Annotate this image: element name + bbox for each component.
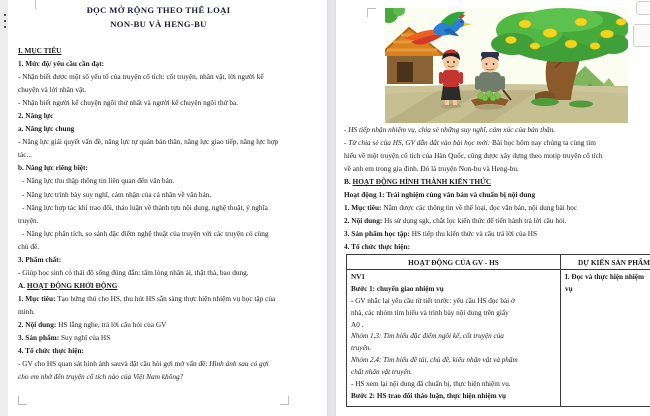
text-line: chuyện và lời nhân vật. <box>18 85 87 95</box>
table-header-product: DỰ KIẾN SẢN PHẨM <box>561 255 650 270</box>
right-page-body <box>344 123 650 253</box>
story-illustration <box>385 8 628 123</box>
text-line: - HS xem lại nội dung đã chuẩn bị, thực hiện nhiệm vụ. <box>351 380 511 389</box>
text-line: - Năng lực thu thập thông tin liên quan đến văn bản. <box>22 176 175 186</box>
text-line: Bước 2: HS trao đổi thảo luận, thực hiện nhiệm vụ <box>351 391 506 400</box>
text-line: - Từ chia sẻ của HS, GV dẫn dắt vào bài học mới: Bài học hôm nay chúng ta cùng tìm <box>344 138 596 147</box>
text-line: 3. Sản phẩm học tập: HS tiếp thu kiến thức và câu trả lời của HS <box>344 229 538 238</box>
text-line: mình. <box>18 306 35 316</box>
activity-table <box>346 254 650 407</box>
document-title-line2: NON-BU VÀ HENG-BU <box>110 19 207 29</box>
text-line: 2. Nội dung: Hs sử dụng sgk, chắt lọc kiến thức để tiến hành trả lời câu hỏi. <box>344 216 567 225</box>
text-line: B. HOẠT ĐỘNG HÌNH THÀNH KIẾN THỨC <box>344 177 492 186</box>
text-line: 4. Tổ chức thực hiện: <box>344 242 410 251</box>
text-line: chủ đề. <box>18 241 40 251</box>
text-line: Nhóm 1,3: Tìm hiểu đặc điểm ngôi kể, cốt truyện của <box>351 332 504 341</box>
text-line: - Năng lực phân tích, so sánh đặc điểm nghệ thuật của truyện với các truyện có cùng <box>22 228 269 238</box>
text-line: về anh em trong gia đình. Đó là truyện Non-bu và Heng-bu. <box>344 164 519 173</box>
text-line: 1. Mức độ/ yêu cầu cần đạt: <box>18 59 105 69</box>
text-line: cho em nhớ đến truyện cổ tích nào của Việt Nam không? <box>18 372 184 382</box>
text-line: 3. Sản phẩm: Suy nghĩ của HS <box>18 333 111 343</box>
text-line: truyện. <box>18 215 39 225</box>
text-line: truyện. <box>351 344 372 353</box>
text-line: I. MỤC TIÊU <box>18 46 62 55</box>
left-page-body <box>18 44 318 383</box>
text-line: - Giúp học sinh có thái độ sống đúng đắn: tấm lòng nhân ái, thật thà, bao dung. <box>18 267 249 277</box>
text-line: - Năng lực trình bày suy nghĩ, cảm nhận của cá nhân về văn bản. <box>22 189 212 199</box>
document-page-left <box>8 0 327 416</box>
text-line: 2. Năng lực <box>18 111 54 121</box>
text-line: - GV cho HS quan sát hình ảnh sauvà đặt câu hỏi gợi mở vấn đề: Hình ảnh sau có gợi <box>18 359 269 369</box>
text-boundary-mark <box>280 396 289 405</box>
text-line: vụ <box>565 284 573 293</box>
text-line: 1. Mục tiêu: Tạo hứng thú cho HS, thu hút HS sẵn sàng thực hiện nhiệm vụ học tập của <box>18 293 276 303</box>
document-title-line1: ĐỌC MỞ RỘNG THEO THỂ LOẠI <box>86 5 231 15</box>
text-line: tác... <box>18 150 32 160</box>
text-line: chất nhân vật truyện. <box>351 368 413 377</box>
text-line: - Nhận biết người kể chuyện ngôi thứ nhất và người kể chuyện ngôi thứ ba. <box>18 98 239 108</box>
text-line: nhà, các nhóm tìm hiểu và trình bày nội dung trên giấy <box>351 308 509 317</box>
collapsed-button[interactable] <box>633 24 650 47</box>
text-line: I. Đọc và thực hiện nhiệm <box>565 273 644 281</box>
window-edge-strip <box>0 0 8 416</box>
text-line: Nhóm 2,4: Tìm hiểu đề tài, chủ đề, kiểu nhân vật và phẩm <box>351 356 518 365</box>
text-line: a. Năng lực chung <box>18 124 75 134</box>
text-line: - Nhận biết được một số yếu tố của truyện cổ tích: cốt truyện, nhân vật, lời người kể <box>18 72 264 82</box>
text-line: 2. Nội dung: HS lắng nghe, trả lời câu hỏi của GV <box>18 319 167 329</box>
text-line: - Năng lực giải quyết vấn đề, năng lực tự quản bản thân, năng lực giao tiếp, năng lực hợp <box>18 137 279 147</box>
text-line: NV1 <box>351 273 365 281</box>
page-gap <box>327 0 336 416</box>
text-line: b. Năng lực riêng biệt: <box>18 163 88 173</box>
text-line: hiểu về một truyện cổ tích của Hàn Quốc, cũng được xây dựng theo motip truyện cổ tích <box>344 151 603 160</box>
text-line: - Năng lực hợp tác khi trao đổi, thảo luận về thành tựu nội dung, nghệ thuật, ý nghĩa <box>22 202 268 212</box>
text-line: 4. Tổ chức thực hiện: <box>18 346 84 356</box>
text-boundary-mark <box>367 8 376 17</box>
text-line: A. HOẠT ĐỘNG KHỞI ĐỘNG <box>18 280 118 290</box>
text-line: Hoạt động 1: Trải nghiệm cùng văn bản và chuẩn bị nội dung <box>344 190 536 199</box>
text-boundary-mark <box>18 396 27 405</box>
table-header-activity: HOẠT ĐỘNG CỦA GV - HS <box>347 255 561 270</box>
text-line: Bước 1: chuyển giao nhiệm vụ <box>351 284 444 293</box>
text-line: - HS tiếp nhận nhiệm vụ, chia sẻ những suy nghĩ, cảm xúc của bản thân. <box>344 125 556 134</box>
document-page-right <box>336 0 650 416</box>
table-cell-product <box>561 270 650 406</box>
table-cell-activity <box>347 270 561 406</box>
collapsed-button[interactable] <box>636 1 650 15</box>
text-line: A0 . <box>351 320 364 329</box>
text-line: - GV nhắc lại yêu cầu từ tiết trước: yêu cầu HS đọc bài ở <box>351 296 515 305</box>
text-line: 3. Phẩm chất: <box>18 254 62 264</box>
text-line: 1. Mục tiêu: Nắm được các thông tin về thể loại, đọc văn bản, nội dung bài học <box>344 203 578 212</box>
illustration-woman <box>439 50 463 109</box>
